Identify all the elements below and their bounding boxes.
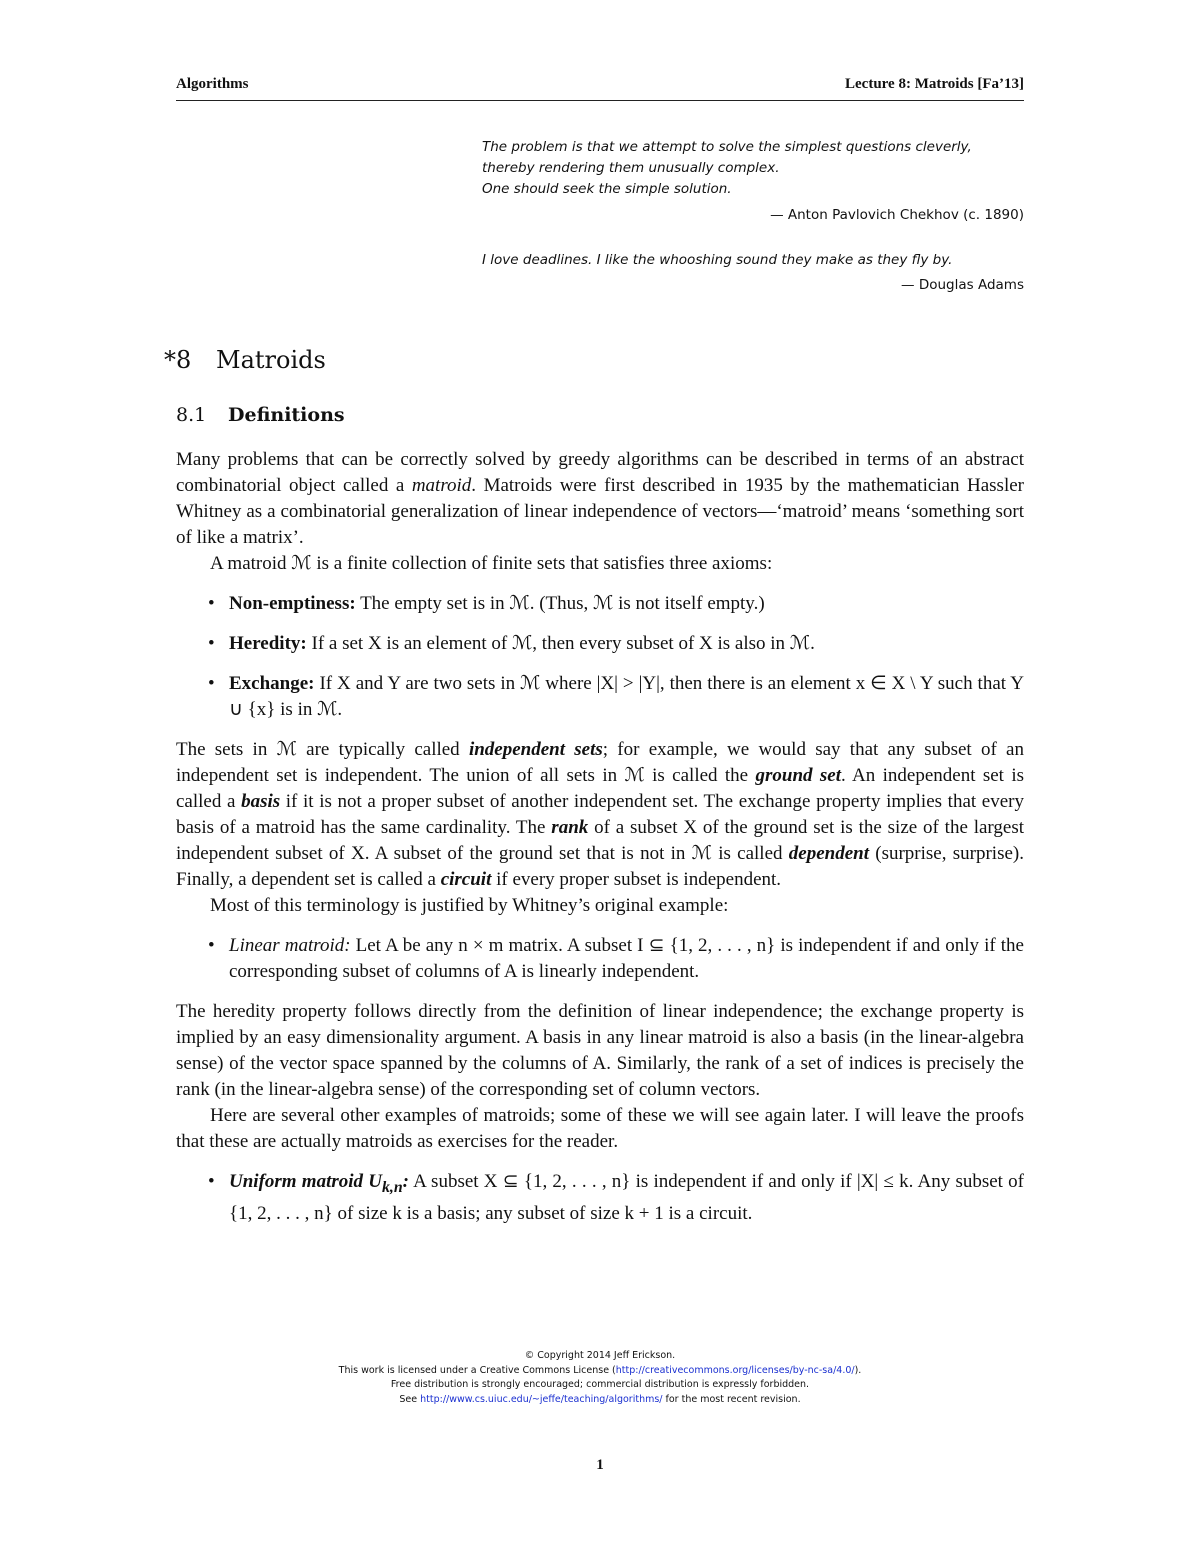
section-heading xyxy=(176,404,345,426)
axiom-text: If a set X is an element of ℳ, then every subset of X is also in ℳ. xyxy=(306,633,815,654)
list-item xyxy=(176,631,1024,657)
text-run: if it is not a proper subset of another independent set. The exchange property implies that every basis of a matroid has the same cardinality. The xyxy=(176,791,1024,838)
chapter-title: Matroids xyxy=(216,346,326,374)
term-rank: rank xyxy=(551,817,589,838)
text-run: This work is licensed under a Creative Commons License ( xyxy=(338,1364,616,1376)
paragraph: A matroid ℳ is a finite collection of finite sets that satisfies three axioms: xyxy=(210,553,773,574)
example-list xyxy=(176,1169,1024,1227)
axiom-list xyxy=(176,591,1024,723)
epigraph-quote-line: thereby rendering them unusually complex. xyxy=(482,160,780,176)
axiom-text: The empty set is in ℳ. (Thus, ℳ is not itself empty.) xyxy=(355,593,765,614)
footer-distribution: Free distribution is strongly encouraged; commercial distribution is expressly forbidden. xyxy=(390,1379,810,1390)
axiom-name: Heredity: xyxy=(229,633,307,654)
footer-copyright: © Copyright 2014 Jeff Erickson. xyxy=(524,1350,676,1361)
epigraph-quote-line: I love deadlines. I like the whooshing sound they make as they fly by. xyxy=(482,252,953,268)
term-basis: basis xyxy=(241,791,281,812)
term-circuit: circuit xyxy=(440,869,492,890)
paragraph xyxy=(176,737,1024,893)
list-item xyxy=(176,1169,1024,1227)
text-run: ; for example, we would say that any subset of an independent set is independent. The union of all sets in ℳ is called the xyxy=(176,739,1024,786)
axiom-name: Exchange: xyxy=(229,673,315,694)
example-name: Linear matroid: xyxy=(229,935,351,956)
example-name xyxy=(229,1171,409,1196)
bullet-icon: • xyxy=(208,1171,215,1192)
epigraph-attribution: — Anton Pavlovich Chekhov (c. 1890) xyxy=(770,207,1024,223)
text-run: if every proper subset is independent. xyxy=(491,869,782,890)
epigraph-adams xyxy=(482,250,1024,296)
course-link[interactable]: http://www.cs.uiuc.edu/~jeffe/teaching/algorithms/ xyxy=(420,1393,663,1405)
bullet-icon: • xyxy=(208,673,215,694)
term-matroid: matroid xyxy=(411,475,472,496)
text-run: . Matroids were first described in 1935 by the mathematician Hassler Whitney as a combinatorial generalization of linear independence of vectors—‘matroid’ means ‘something sort of like a matrix’. xyxy=(176,475,1024,548)
list-item xyxy=(176,933,1024,985)
running-header xyxy=(176,76,1024,101)
text-run: ). xyxy=(854,1364,862,1376)
paragraph: The heredity property follows directly from the definition of linear independence; the exchange property is implied by an easy dimensionality argument. A basis in any linear matroid is also a basis (in the linear-algebra sense) of the vector space spanned by the columns of A. Similarly, the rank of a set of indices is precisely the rank (in the linear-algebra sense) of the corresponding set of column vectors. xyxy=(176,1001,1024,1100)
text-run: Many problems that can be correctly solved by greedy algorithms can be described in terms of an abstract combinatorial object called a xyxy=(176,449,1024,496)
license-link[interactable]: http://creativecommons.org/licenses/by-nc-sa/4.0/ xyxy=(615,1364,855,1376)
section-title: Definitions xyxy=(228,404,345,426)
text-run: The sets in ℳ are typically called xyxy=(176,739,469,760)
axiom-name: Non-emptiness: xyxy=(229,593,356,614)
list-item xyxy=(176,671,1024,723)
term-dependent: dependent xyxy=(788,843,869,864)
paragraph: Here are several other examples of matroids; some of these we will see again later. I will leave the proofs that these are actually matroids as exercises for the reader. xyxy=(176,1105,1024,1152)
example-name-colon: : xyxy=(402,1171,409,1192)
section-number: 8.1 xyxy=(176,404,207,426)
epigraph-quote-line: The problem is that we attempt to solve the simplest questions cleverly, xyxy=(482,139,972,155)
bullet-icon: • xyxy=(208,633,215,654)
list-item xyxy=(176,591,1024,617)
text-run: See xyxy=(399,1393,421,1405)
example-list xyxy=(176,933,1024,985)
example-name-subscript: k,n xyxy=(381,1178,403,1196)
text-run: (surprise, surprise). Finally, a dependent set is called a xyxy=(176,843,1024,890)
example-name-text: Uniform matroid U xyxy=(229,1171,382,1192)
chapter-heading xyxy=(164,346,326,374)
paragraph: Most of this terminology is justified by Whitney’s original example: xyxy=(210,895,729,916)
epigraph-quote-line: One should seek the simple solution. xyxy=(482,181,732,197)
text-run: for the most recent revision. xyxy=(662,1393,801,1405)
page-number: 1 xyxy=(596,1457,604,1473)
example-text: A subset X ⊆ {1, 2, . . . , n} is independent if and only if |X| ≤ k. Any subset of {1, 2, . . . , n} of size k is a basis; any subset of size k + 1 is a circuit. xyxy=(229,1171,1024,1224)
header-lecture-title: Lecture 8: Matroids [Fa’13] xyxy=(845,76,1024,92)
bullet-icon: • xyxy=(208,593,215,614)
epigraph-chekhov xyxy=(482,137,1024,226)
axiom-text: If X and Y are two sets in ℳ where |X| > |Y|, then there is an element x ∈ X \ Y such that Y ∪ {x} is in ℳ. xyxy=(229,673,1024,720)
copyright-footer xyxy=(176,1349,1024,1407)
example-text: Let A be any n × m matrix. A subset I ⊆ {1, 2, . . . , n} is independent if and only if the corresponding subset of columns of A is linearly independent. xyxy=(229,935,1024,982)
term-independent-sets: independent sets xyxy=(468,739,603,760)
paragraph xyxy=(176,447,1024,551)
header-course-title: Algorithms xyxy=(176,76,249,92)
term-ground-set: ground set xyxy=(755,765,841,786)
footer-license xyxy=(176,1364,1024,1379)
bullet-icon: • xyxy=(208,935,215,956)
body-text xyxy=(176,447,1024,1227)
text-run: . An independent set is called a xyxy=(176,765,1025,812)
footer-revision xyxy=(176,1393,1024,1408)
text-run: of a subset X of the ground set is the size of the largest independent subset of X. A subset of the ground set that is not in ℳ is called xyxy=(176,817,1025,864)
chapter-number: *8 xyxy=(164,346,192,374)
epigraph-attribution: — Douglas Adams xyxy=(901,277,1024,293)
